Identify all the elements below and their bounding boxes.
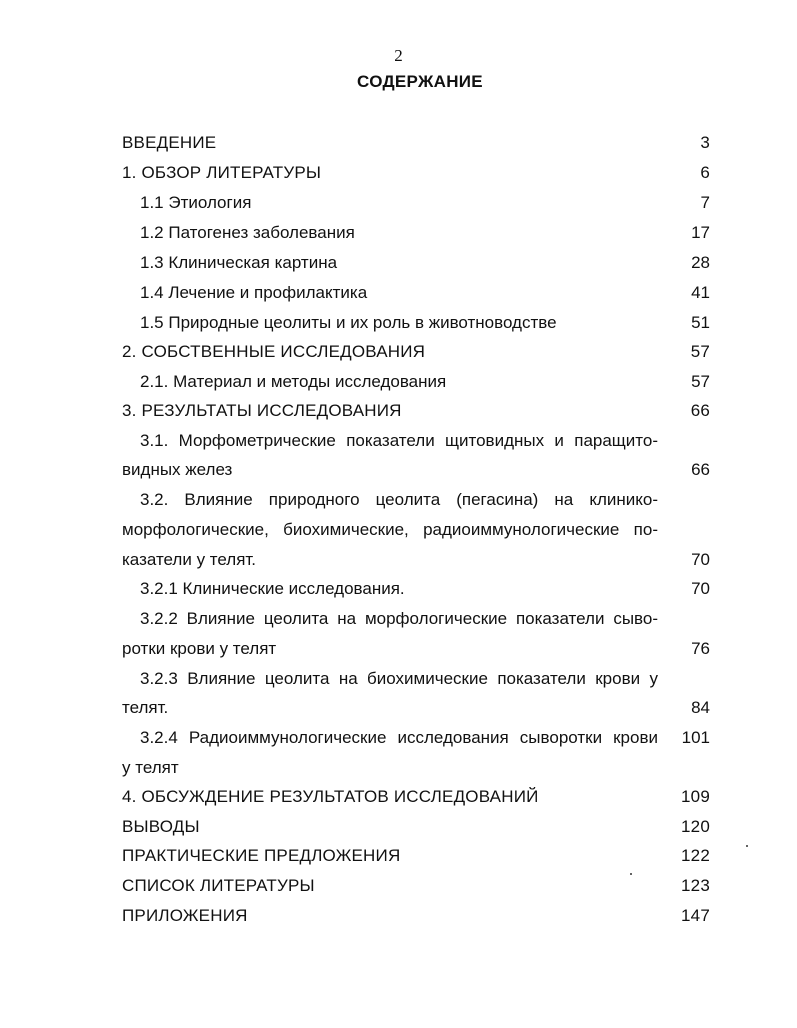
toc-entry-text-line-2: видных желез [122,460,233,479]
toc-entry-text: 1.2 Патогенез заболевания [140,223,355,242]
toc-entry-page: 70 [691,579,710,598]
toc-entry-text: 3.2.1 Клинические исследования. [140,579,405,598]
toc-entry-text: ВВЕДЕНИЕ [122,133,217,152]
toc-entry-text: ВЫВОДЫ [122,817,200,836]
toc-entry-page: 57 [691,372,710,391]
toc-entry-chapter-3 [122,401,710,423]
toc-entry-page: 101 [681,728,710,747]
toc-entry-text: СПИСОК ЛИТЕРАТУРЫ [122,876,315,895]
scan-speck [746,845,748,847]
toc-entry-text-line-1: 3.2. Влияние природного цеолита (пегасина) на клинико- [140,490,658,509]
toc-entry-section-1-1 [122,193,710,215]
toc-entry-page: 66 [691,460,710,479]
toc-entry-text-line-2: морфологические, биохимические, радиоиммунологические по- [122,520,658,539]
toc-entry-text: ПРАКТИЧЕСКИЕ ПРЕДЛОЖЕНИЯ [122,846,401,865]
toc-entry-chapter-4 [122,787,710,809]
page-title: СОДЕРЖАНИЕ [357,72,483,91]
toc-entry-conclusions [122,817,710,839]
toc-entry-section-1-5 [122,313,710,335]
toc-entry-page: 6 [700,163,710,182]
toc-entry-text-line-2: телят. [122,698,169,717]
toc-entry-text-line-3: казатели у телят. [122,550,257,569]
toc-entry-text-line-2: ротки крови у телят [122,639,277,658]
toc-entry-text: 1.1 Этиология [140,193,252,212]
toc-entry-page: 7 [700,193,710,212]
toc-entry-references [122,876,710,898]
toc-entry-text-line-2: у телят [122,758,179,777]
toc-entry-page: 17 [691,223,710,242]
toc-entry-text: 2.1. Материал и методы исследования [140,372,447,391]
toc-entry-text-line-1: 3.2.2 Влияние цеолита на морфологические показатели сыво- [140,609,658,628]
toc-entry-section-3-2-1 [122,579,710,601]
toc-entry-proposals [122,846,710,868]
toc-entry-section-1-4 [122,283,710,305]
toc-entry-text: 1.5 Природные цеолиты и их роль в животноводстве [140,313,557,332]
toc-entry-text: 1.3 Клиническая картина [140,253,338,272]
scan-speck [630,873,632,875]
toc-entry-text: 2. СОБСТВЕННЫЕ ИССЛЕДОВАНИЯ [122,342,426,361]
toc-entry-text-line-1: 3.2.3 Влияние цеолита на биохимические показатели крови у [140,669,658,688]
toc-entry-chapter-1 [122,163,710,185]
toc-entry-page: 66 [690,401,710,420]
toc-entry-page: 147 [681,906,710,925]
toc-entry-page: 120 [681,817,710,836]
toc-entry-text: 1.4 Лечение и профилактика [140,283,368,302]
toc-entry-page: 51 [691,313,710,332]
toc-entry-page: 109 [681,787,710,806]
toc-entry-text: 1. ОБЗОР ЛИТЕРАТУРЫ [122,163,322,182]
toc-entry-page: 57 [690,342,710,361]
toc-entry-appendices [122,906,710,928]
toc-entry-text: 3. РЕЗУЛЬТАТЫ ИССЛЕДОВАНИЯ [122,401,402,420]
toc-entry-chapter-2 [122,342,710,364]
toc-entry-text-line-1: 3.1. Морфометрические показатели щитовидных и паращито- [140,431,658,450]
toc-entry-page: 28 [691,253,710,272]
toc-entry-page: 123 [681,876,710,895]
toc-entry-page: 3 [700,133,710,152]
toc-entry-page: 76 [691,639,710,658]
toc-entry-page: 70 [691,550,710,569]
toc-entry-section-2-1 [122,372,710,394]
toc-entry-page: 41 [691,283,710,302]
toc-entry-page: 122 [681,846,710,865]
toc-entry-section-1-3 [122,253,710,275]
page-number: 2 [394,46,403,65]
toc-entry-page: 84 [691,698,710,717]
toc-entry-section-1-2 [122,223,710,245]
toc-entry-text: ПРИЛОЖЕНИЯ [122,906,248,925]
toc-entry-text-line-1: 3.2.4 Радиоиммунологические исследования сыворотки крови [140,728,658,747]
toc-entry-text: 4. ОБСУЖДЕНИЕ РЕЗУЛЬТАТОВ ИССЛЕДОВАНИЙ [122,787,539,806]
toc-entry-intro [122,133,710,155]
